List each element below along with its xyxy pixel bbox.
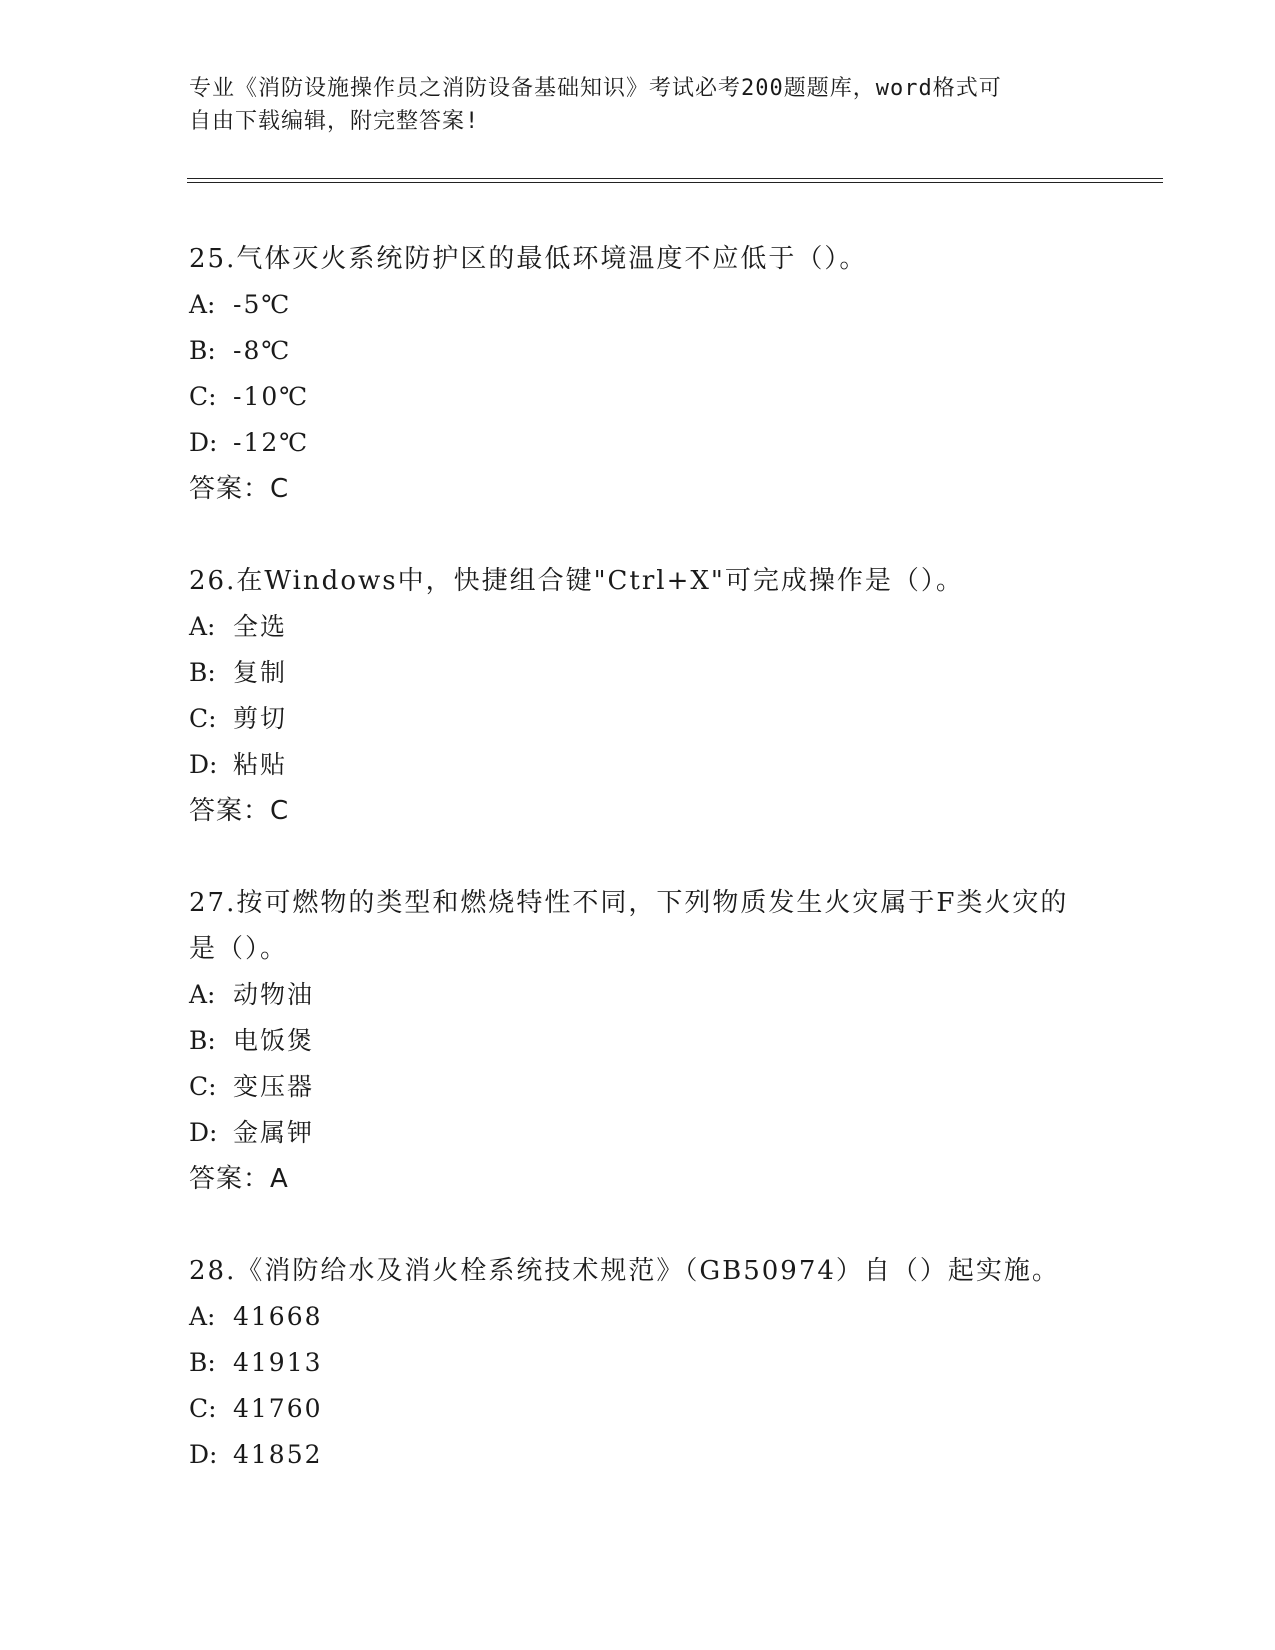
question-25: [189, 236, 1089, 512]
option-list: [189, 1294, 1089, 1478]
option-b: [189, 650, 1089, 696]
header-divider: [187, 178, 1163, 183]
answer-line: 答案：A: [189, 1164, 289, 1194]
option-key: A:: [189, 290, 216, 319]
option-key: A:: [189, 612, 216, 641]
header-line-2: 自由下载编辑，附完整答案!: [189, 109, 480, 134]
option-c: [189, 696, 1089, 742]
answer-line: 答案：C: [189, 474, 290, 504]
answer-line: 答案：C: [189, 796, 290, 826]
document-header: [189, 72, 1069, 138]
option-key: D:: [189, 750, 218, 779]
option-text: 金属钾: [233, 1118, 315, 1147]
option-text: 剪切: [233, 704, 288, 733]
option-text: 41852: [233, 1440, 323, 1469]
option-text: 动物油: [233, 980, 315, 1009]
option-a: [189, 1294, 1089, 1340]
option-key: B:: [189, 1026, 216, 1055]
question-stem: 27.按可燃物的类型和燃烧特性不同，下列物质发生火灾属于F类火灾的是（）。: [189, 888, 1069, 964]
option-b: [189, 1340, 1089, 1386]
question-stem: 25.气体灭火系统防护区的最低环境温度不应低于（）。: [189, 244, 868, 274]
option-a: [189, 972, 1089, 1018]
option-text: -8℃: [233, 336, 292, 365]
question-27: [189, 880, 1089, 1202]
option-key: A:: [189, 1302, 216, 1331]
option-b: [189, 1018, 1089, 1064]
option-text: 复制: [233, 658, 288, 687]
option-text: 41760: [233, 1394, 323, 1423]
option-key: C:: [189, 1394, 217, 1423]
option-key: D:: [189, 1440, 218, 1469]
option-d: [189, 420, 1089, 466]
option-list: [189, 972, 1089, 1156]
option-key: B:: [189, 336, 216, 365]
option-text: -12℃: [233, 428, 310, 457]
option-list: [189, 604, 1089, 788]
option-key: D:: [189, 1118, 218, 1147]
question-stem: 28.《消防给水及消火栓系统技术规范》（GB50974）自（）起实施。: [189, 1256, 1060, 1286]
option-key: C:: [189, 1072, 217, 1101]
option-key: A:: [189, 980, 216, 1009]
option-text: 粘贴: [233, 750, 288, 779]
question-28: [189, 1248, 1089, 1478]
option-d: [189, 1110, 1089, 1156]
option-text: 41913: [233, 1348, 323, 1377]
option-key: C:: [189, 382, 217, 411]
option-a: [189, 282, 1089, 328]
question-stem: 26.在Windows中，快捷组合键"Ctrl+X"可完成操作是（）。: [189, 566, 964, 596]
option-c: [189, 1386, 1089, 1432]
option-text: -10℃: [233, 382, 310, 411]
option-key: D:: [189, 428, 218, 457]
option-key: B:: [189, 1348, 216, 1377]
option-key: B:: [189, 658, 216, 687]
header-line-1: 专业《消防设施操作员之消防设备基础知识》考试必考200题题库，word格式可: [189, 76, 1002, 101]
option-list: [189, 282, 1089, 466]
option-text: 变压器: [233, 1072, 315, 1101]
option-text: 全选: [233, 612, 288, 641]
option-text: 41668: [233, 1302, 323, 1331]
question-26: [189, 558, 1089, 834]
option-c: [189, 1064, 1089, 1110]
option-key: C:: [189, 704, 217, 733]
option-d: [189, 1432, 1089, 1478]
option-text: 电饭煲: [233, 1026, 315, 1055]
option-a: [189, 604, 1089, 650]
option-c: [189, 374, 1089, 420]
option-text: -5℃: [233, 290, 292, 319]
option-d: [189, 742, 1089, 788]
option-b: [189, 328, 1089, 374]
